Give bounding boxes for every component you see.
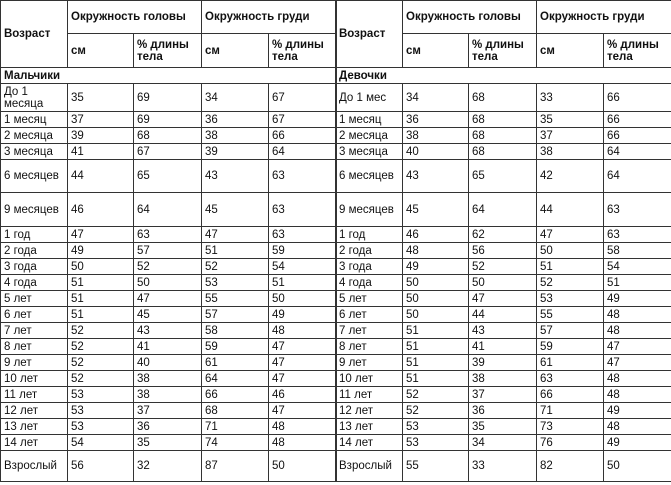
head-cm-cell: 52 [68, 323, 134, 339]
chest-pct-cell: 49 [604, 435, 671, 451]
head-cm-cell: 53 [68, 387, 134, 403]
age-cell: 12 лет [336, 403, 403, 419]
head-cm-cell: 51 [68, 291, 134, 307]
table-row [1, 387, 337, 403]
head-cm-cell: 38 [403, 128, 469, 144]
age-cell: 9 месяцев [1, 193, 68, 227]
chest-cm-cell: 42 [537, 160, 604, 193]
chest-cm-cell: 71 [202, 419, 269, 435]
chest-cm-cell: 43 [202, 160, 269, 193]
subheader-chest-cm: см [202, 34, 269, 68]
table-row [336, 259, 671, 275]
head-pct-cell: 45 [134, 307, 202, 323]
chest-cm-cell: 33 [537, 84, 604, 112]
chest-pct-cell: 66 [604, 84, 671, 112]
chest-pct-cell: 54 [269, 259, 337, 275]
table-row [1, 144, 337, 160]
head-pct-cell: 47 [469, 291, 537, 307]
table-row [336, 387, 671, 403]
chest-pct-cell: 47 [604, 339, 671, 355]
age-cell: 9 лет [336, 355, 403, 371]
head-cm-cell: 51 [68, 275, 134, 291]
table-row [1, 193, 337, 227]
header-head-circumference: Окружность головы [403, 1, 537, 34]
chest-cm-cell: 64 [202, 371, 269, 387]
header-age: Возраст [336, 1, 403, 68]
head-cm-cell: 50 [403, 307, 469, 323]
head-pct-cell: 40 [134, 355, 202, 371]
header-row [1, 1, 337, 34]
chest-pct-cell: 50 [604, 451, 671, 482]
chest-cm-cell: 44 [537, 193, 604, 227]
chest-pct-cell: 63 [604, 227, 671, 243]
head-pct-cell: 44 [469, 307, 537, 323]
age-cell: 2 года [336, 243, 403, 259]
subheader-head-cm: см [68, 34, 134, 68]
chest-pct-cell: 49 [604, 291, 671, 307]
chest-cm-cell: 74 [202, 435, 269, 451]
head-cm-cell: 53 [403, 435, 469, 451]
header-head-circumference: Окружность головы [68, 1, 202, 34]
age-cell: Взрослый [1, 451, 68, 482]
chest-cm-cell: 47 [537, 227, 604, 243]
girls-table-panel [335, 0, 671, 482]
age-cell: 10 лет [336, 371, 403, 387]
header-row [336, 1, 671, 34]
head-cm-cell: 51 [403, 371, 469, 387]
chest-cm-cell: 87 [202, 451, 269, 482]
head-cm-cell: 51 [68, 307, 134, 323]
head-pct-cell: 52 [469, 259, 537, 275]
chest-cm-cell: 57 [202, 307, 269, 323]
chest-cm-cell: 35 [537, 112, 604, 128]
age-cell: 6 лет [1, 307, 68, 323]
subheader-chest-pct [269, 34, 337, 68]
age-cell: 3 года [1, 259, 68, 275]
chest-cm-cell: 68 [202, 403, 269, 419]
table-row [336, 84, 671, 112]
chest-pct-cell: 48 [604, 323, 671, 339]
table-row [336, 403, 671, 419]
head-cm-cell: 52 [68, 355, 134, 371]
chest-pct-cell: 66 [604, 128, 671, 144]
table-row [336, 112, 671, 128]
girls-table [335, 0, 671, 482]
subheader-pct-line1: % длины [272, 38, 324, 51]
chest-cm-cell: 63 [537, 371, 604, 387]
chest-pct-cell: 47 [269, 339, 337, 355]
boys-table [0, 0, 337, 482]
subheader-head-cm: см [403, 34, 469, 68]
age-cell: 13 лет [336, 419, 403, 435]
chest-cm-cell: 51 [202, 243, 269, 259]
chest-pct-cell: 48 [269, 435, 337, 451]
head-cm-cell: 35 [68, 84, 134, 112]
table-row [1, 451, 337, 482]
age-cell: 3 года [336, 259, 403, 275]
chest-pct-cell: 59 [269, 243, 337, 259]
age-cell: 13 лет [1, 419, 68, 435]
subheader-head-pct [469, 34, 537, 68]
chest-pct-cell: 64 [604, 160, 671, 193]
age-cell: До 1 мес [336, 84, 403, 112]
table-row [1, 291, 337, 307]
head-cm-cell: 50 [403, 291, 469, 307]
chest-cm-cell: 38 [202, 128, 269, 144]
table-row [1, 112, 337, 128]
chest-pct-cell: 66 [604, 112, 671, 128]
table-row [1, 128, 337, 144]
table-row [1, 160, 337, 193]
chest-pct-cell: 47 [269, 403, 337, 419]
head-cm-cell: 53 [68, 403, 134, 419]
head-cm-cell: 43 [403, 160, 469, 193]
chest-cm-cell: 39 [202, 144, 269, 160]
chest-cm-cell: 82 [537, 451, 604, 482]
head-cm-cell: 52 [403, 387, 469, 403]
table-row [1, 371, 337, 387]
chest-pct-cell: 67 [269, 112, 337, 128]
chest-cm-cell: 61 [537, 355, 604, 371]
subheader-pct-line2: тела [607, 50, 633, 63]
table-row [1, 259, 337, 275]
age-cell: 14 лет [1, 435, 68, 451]
age-cell: 5 лет [1, 291, 68, 307]
chest-pct-cell: 67 [269, 84, 337, 112]
chest-cm-cell: 47 [202, 227, 269, 243]
head-cm-cell: 48 [403, 243, 469, 259]
chest-pct-cell: 48 [269, 419, 337, 435]
head-pct-cell: 37 [134, 403, 202, 419]
chest-cm-cell: 50 [537, 243, 604, 259]
age-cell: Взрослый [336, 451, 403, 482]
chest-cm-cell: 73 [537, 419, 604, 435]
chest-cm-cell: 57 [537, 323, 604, 339]
subheader-pct-line1: % длины [472, 38, 524, 51]
head-cm-cell: 51 [403, 355, 469, 371]
subheader-pct-line2: тела [472, 50, 498, 63]
table-row [1, 243, 337, 259]
chest-pct-cell: 47 [269, 371, 337, 387]
table-row [336, 291, 671, 307]
chest-pct-cell: 47 [269, 355, 337, 371]
header-chest-circumference: Окружность груди [202, 1, 337, 34]
chest-pct-cell: 48 [604, 387, 671, 403]
head-pct-cell: 35 [469, 419, 537, 435]
table-row [1, 339, 337, 355]
chest-cm-cell: 34 [202, 84, 269, 112]
head-pct-cell: 35 [134, 435, 202, 451]
section-title-boys: Мальчики [1, 68, 337, 84]
chest-pct-cell: 64 [604, 144, 671, 160]
age-cell: 2 года [1, 243, 68, 259]
table-row [336, 243, 671, 259]
head-pct-cell: 37 [469, 387, 537, 403]
age-cell: 8 лет [1, 339, 68, 355]
head-cm-cell: 51 [403, 339, 469, 355]
chest-pct-cell: 50 [269, 451, 337, 482]
head-cm-cell: 50 [403, 275, 469, 291]
head-pct-cell: 43 [134, 323, 202, 339]
age-cell: 7 лет [1, 323, 68, 339]
age-cell: 12 лет [1, 403, 68, 419]
head-pct-cell: 52 [134, 259, 202, 275]
table-row [1, 227, 337, 243]
table-row [1, 419, 337, 435]
head-cm-cell: 54 [68, 435, 134, 451]
chest-pct-cell: 58 [604, 243, 671, 259]
chest-pct-cell: 63 [269, 227, 337, 243]
chest-cm-cell: 37 [537, 128, 604, 144]
chest-pct-cell: 46 [269, 387, 337, 403]
age-cell: 5 лет [336, 291, 403, 307]
head-pct-cell: 41 [134, 339, 202, 355]
head-cm-cell: 50 [68, 259, 134, 275]
head-cm-cell: 36 [403, 112, 469, 128]
head-pct-cell: 39 [469, 355, 537, 371]
head-pct-cell: 36 [134, 419, 202, 435]
subheader-pct-line1: % длины [607, 38, 659, 51]
head-cm-cell: 45 [403, 193, 469, 227]
chest-cm-cell: 59 [202, 339, 269, 355]
subheader-chest-cm: см [537, 34, 604, 68]
head-pct-cell: 50 [134, 275, 202, 291]
head-cm-cell: 52 [68, 371, 134, 387]
head-cm-cell: 53 [68, 419, 134, 435]
table-row [336, 128, 671, 144]
chest-pct-cell: 50 [269, 291, 337, 307]
chest-pct-cell: 48 [269, 323, 337, 339]
chest-pct-cell: 63 [269, 160, 337, 193]
head-cm-cell: 39 [68, 128, 134, 144]
chest-cm-cell: 52 [537, 275, 604, 291]
chest-cm-cell: 59 [537, 339, 604, 355]
head-cm-cell: 53 [403, 419, 469, 435]
head-pct-cell: 38 [469, 371, 537, 387]
subheader-pct-line2: тела [137, 50, 163, 63]
table-row [336, 323, 671, 339]
table-row [1, 435, 337, 451]
age-cell: 14 лет [336, 435, 403, 451]
table-row [336, 144, 671, 160]
head-pct-cell: 32 [134, 451, 202, 482]
age-cell: 11 лет [336, 387, 403, 403]
head-cm-cell: 49 [68, 243, 134, 259]
table-row [336, 193, 671, 227]
head-cm-cell: 37 [68, 112, 134, 128]
chest-cm-cell: 58 [202, 323, 269, 339]
chest-cm-cell: 71 [537, 403, 604, 419]
table-row [336, 339, 671, 355]
table-row [336, 451, 671, 482]
age-cell: 6 месяцев [1, 160, 68, 193]
header-chest-circumference: Окружность груди [537, 1, 671, 34]
age-cell: 3 месяца [1, 144, 68, 160]
age-cell: 6 месяцев [336, 160, 403, 193]
age-cell: 2 месяца [336, 128, 403, 144]
head-cm-cell: 49 [403, 259, 469, 275]
head-pct-cell: 63 [134, 227, 202, 243]
table-row [336, 307, 671, 323]
age-cell: 1 год [336, 227, 403, 243]
chest-cm-cell: 66 [202, 387, 269, 403]
head-cm-cell: 56 [68, 451, 134, 482]
head-cm-cell: 41 [68, 144, 134, 160]
head-pct-cell: 56 [469, 243, 537, 259]
head-cm-cell: 46 [68, 193, 134, 227]
chest-cm-cell: 38 [537, 144, 604, 160]
age-cell: 1 год [1, 227, 68, 243]
table-row [1, 323, 337, 339]
age-cell: 3 месяца [336, 144, 403, 160]
subheader-pct-line2: тела [272, 50, 298, 63]
age-cell [1, 84, 68, 112]
head-cm-cell: 51 [403, 323, 469, 339]
age-cell: 2 месяца [1, 128, 68, 144]
table-row [336, 160, 671, 193]
chest-cm-cell: 53 [537, 291, 604, 307]
table-row [1, 84, 337, 112]
head-pct-cell: 69 [134, 84, 202, 112]
head-pct-cell: 69 [134, 112, 202, 128]
table-row [1, 403, 337, 419]
chest-pct-cell: 49 [604, 403, 671, 419]
table-row [336, 435, 671, 451]
head-pct-cell: 67 [134, 144, 202, 160]
head-cm-cell: 34 [403, 84, 469, 112]
head-cm-cell: 52 [68, 339, 134, 355]
head-cm-cell: 44 [68, 160, 134, 193]
head-cm-cell: 46 [403, 227, 469, 243]
age-cell: 8 лет [336, 339, 403, 355]
head-pct-cell: 64 [469, 193, 537, 227]
chest-pct-cell: 48 [604, 419, 671, 435]
subheader-chest-pct [604, 34, 671, 68]
age-cell: 1 месяц [1, 112, 68, 128]
chest-pct-cell: 66 [269, 128, 337, 144]
chest-cm-cell: 55 [202, 291, 269, 307]
chest-pct-cell: 49 [269, 307, 337, 323]
age-line2: месяца [4, 97, 44, 110]
head-pct-cell: 47 [134, 291, 202, 307]
head-cm-cell: 52 [403, 403, 469, 419]
age-cell: 4 года [1, 275, 68, 291]
head-pct-cell: 65 [469, 160, 537, 193]
age-cell: 6 лет [336, 307, 403, 323]
chest-pct-cell: 47 [604, 355, 671, 371]
chest-pct-cell: 51 [604, 275, 671, 291]
head-pct-cell: 62 [469, 227, 537, 243]
chest-pct-cell: 48 [604, 307, 671, 323]
table-row [336, 227, 671, 243]
age-cell: 1 месяц [336, 112, 403, 128]
chest-pct-cell: 48 [604, 371, 671, 387]
section-title-girls: Девочки [336, 68, 671, 84]
header-age: Возраст [1, 1, 68, 68]
head-pct-cell: 65 [134, 160, 202, 193]
head-pct-cell: 68 [469, 84, 537, 112]
subheader-head-pct [134, 34, 202, 68]
head-pct-cell: 41 [469, 339, 537, 355]
age-cell: 4 года [336, 275, 403, 291]
head-pct-cell: 50 [469, 275, 537, 291]
section-row-girls [336, 68, 671, 84]
head-pct-cell: 38 [134, 387, 202, 403]
head-cm-cell: 55 [403, 451, 469, 482]
head-pct-cell: 36 [469, 403, 537, 419]
head-pct-cell: 34 [469, 435, 537, 451]
chest-pct-cell: 64 [269, 144, 337, 160]
table-row [336, 355, 671, 371]
table-row [1, 275, 337, 291]
chest-cm-cell: 66 [537, 387, 604, 403]
section-row-boys [1, 68, 337, 84]
head-cm-cell: 47 [68, 227, 134, 243]
head-cm-cell: 40 [403, 144, 469, 160]
boys-table-panel [0, 0, 336, 482]
table-row [1, 307, 337, 323]
age-cell: 7 лет [336, 323, 403, 339]
head-pct-cell: 43 [469, 323, 537, 339]
head-pct-cell: 38 [134, 371, 202, 387]
chest-cm-cell: 51 [537, 259, 604, 275]
head-pct-cell: 68 [469, 128, 537, 144]
subheader-pct-line1: % длины [137, 38, 189, 51]
age-cell: 11 лет [1, 387, 68, 403]
head-pct-cell: 64 [134, 193, 202, 227]
table-row [1, 355, 337, 371]
table-row [336, 419, 671, 435]
chest-cm-cell: 52 [202, 259, 269, 275]
head-pct-cell: 68 [469, 112, 537, 128]
age-cell: 9 месяцев [336, 193, 403, 227]
table-row [336, 275, 671, 291]
chest-cm-cell: 76 [537, 435, 604, 451]
chest-pct-cell: 63 [269, 193, 337, 227]
head-pct-cell: 57 [134, 243, 202, 259]
age-cell: 9 лет [1, 355, 68, 371]
table-row [336, 371, 671, 387]
chest-pct-cell: 54 [604, 259, 671, 275]
chest-cm-cell: 61 [202, 355, 269, 371]
chest-pct-cell: 63 [604, 193, 671, 227]
chest-cm-cell: 53 [202, 275, 269, 291]
head-pct-cell: 68 [469, 144, 537, 160]
chest-cm-cell: 36 [202, 112, 269, 128]
age-line1: До 1 [4, 85, 28, 98]
head-pct-cell: 68 [134, 128, 202, 144]
chest-cm-cell: 55 [537, 307, 604, 323]
chest-cm-cell: 45 [202, 193, 269, 227]
chest-pct-cell: 51 [269, 275, 337, 291]
age-cell: 10 лет [1, 371, 68, 387]
head-pct-cell: 33 [469, 451, 537, 482]
